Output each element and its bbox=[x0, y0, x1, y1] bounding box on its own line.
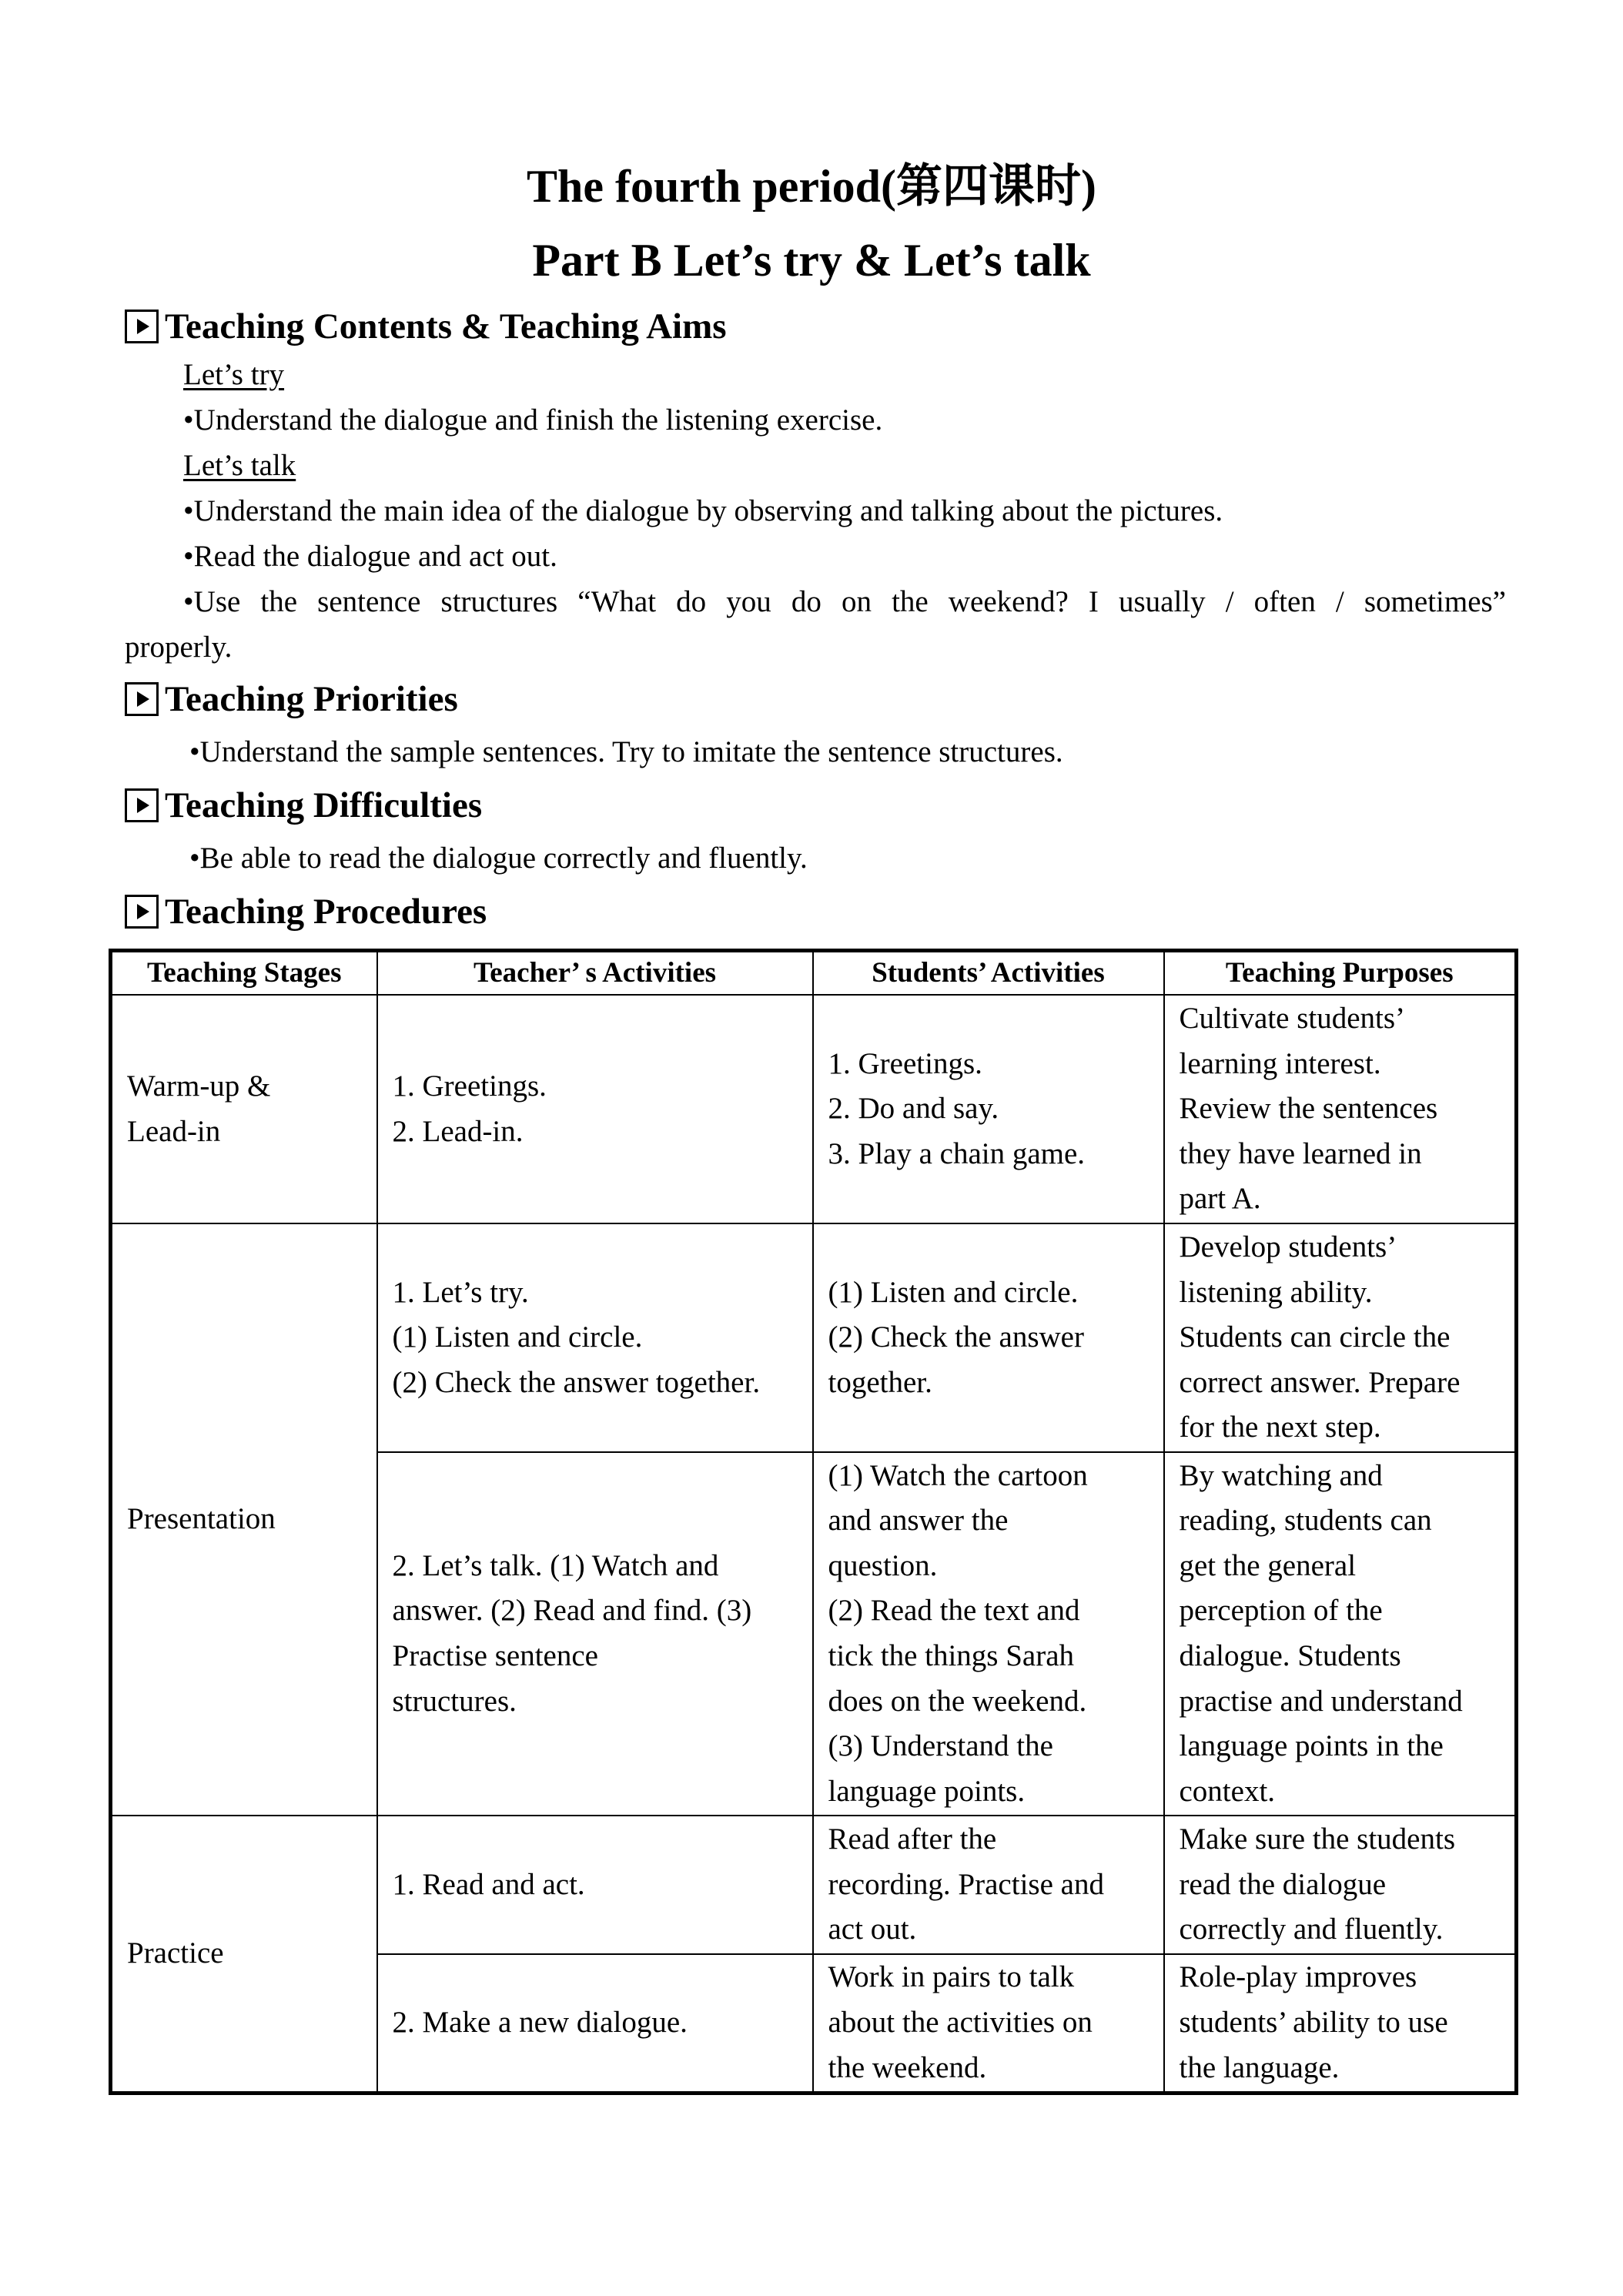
purposes-cell bbox=[1164, 1223, 1517, 1452]
cell-text: By watching and reading, students can get the general perception of the dialogue. Students practise and understand language points in the context. bbox=[1179, 1458, 1463, 1808]
cell-text: Presentation bbox=[127, 1502, 276, 1536]
teacher-cell bbox=[377, 1954, 813, 2093]
students-cell bbox=[813, 995, 1164, 1223]
teacher-cell bbox=[377, 1816, 813, 1954]
purposes-cell bbox=[1164, 995, 1517, 1223]
teacher-cell bbox=[377, 1452, 813, 1816]
students-cell bbox=[813, 1816, 1164, 1954]
section-heading-label: Teaching Priorities bbox=[165, 679, 458, 719]
section-heading-label: Teaching Contents & Teaching Aims bbox=[165, 306, 727, 346]
cell-text: Role-play improves students’ ability to use the language. bbox=[1179, 1960, 1448, 2084]
section-heading-contents-aims bbox=[125, 303, 727, 350]
table-row bbox=[111, 1223, 1517, 1452]
purposes-cell bbox=[1164, 1452, 1517, 1816]
aim-item: •Use the sentence structures “What do you do on the weekend? I usually / often / sometimes” bbox=[183, 585, 1506, 618]
play-icon bbox=[125, 310, 159, 343]
table-header-row bbox=[111, 951, 1517, 996]
students-cell bbox=[813, 1452, 1164, 1816]
cell-text: Work in pairs to talk about the activities on the weekend. bbox=[828, 1960, 1093, 2084]
teacher-cell bbox=[377, 1223, 813, 1452]
page-subtitle: Part B Let’s try & Let’s talk bbox=[532, 235, 1091, 286]
aim-item: •Read the dialogue and act out. bbox=[183, 540, 557, 573]
cell-text: Develop students’ listening ability. Students can circle the correct answer. Prepare for the next step. bbox=[1179, 1230, 1461, 1444]
purposes-cell bbox=[1164, 1954, 1517, 2093]
cell-text: (1) Watch the cartoon and answer the question. (2) Read the text and tick the things Sarah does on the weekend. (3) Understand the language points. bbox=[828, 1458, 1088, 1808]
section-heading-label: Teaching Procedures bbox=[165, 892, 487, 932]
teacher-cell bbox=[377, 995, 813, 1223]
section-heading-priorities bbox=[125, 676, 458, 722]
cell-text: Cultivate students’ learning interest. Review the sentences they have learned in part A. bbox=[1179, 1002, 1438, 1216]
stage-cell bbox=[111, 1223, 377, 1816]
play-icon bbox=[125, 895, 159, 929]
cell-text: 2. Make a new dialogue. bbox=[392, 2005, 688, 2039]
table-row bbox=[111, 995, 1517, 1223]
table-row bbox=[111, 1816, 1517, 1954]
priority-item: •Understand the sample sentences. Try to imitate the sentence structures. bbox=[189, 735, 1063, 768]
cell-text: 1. Read and act. bbox=[392, 1867, 585, 1901]
cell-text: Make sure the students read the dialogue correctly and fluently. bbox=[1179, 1822, 1456, 1946]
purposes-cell bbox=[1164, 1816, 1517, 1954]
cell-text: 1. Let’s try. (1) Listen and circle. (2) Check the answer together. bbox=[392, 1275, 761, 1399]
section-heading-difficulties bbox=[125, 782, 482, 828]
play-icon bbox=[125, 788, 159, 822]
students-cell bbox=[813, 1223, 1164, 1452]
aim-item-continuation: properly. bbox=[125, 631, 233, 664]
cell-text: Practice bbox=[127, 1936, 224, 1970]
lets-try-label: Let’s try bbox=[183, 358, 285, 391]
procedures-table bbox=[109, 949, 1518, 2095]
column-header: Students’ Activities bbox=[813, 951, 1164, 996]
column-header: Teacher’ s Activities bbox=[377, 951, 813, 996]
cell-text: 1. Greetings. 2. Do and say. 3. Play a chain game. bbox=[828, 1046, 1086, 1170]
section-heading-label: Teaching Difficulties bbox=[165, 785, 483, 825]
page-title: The fourth period(第四课时) bbox=[527, 161, 1096, 212]
column-header: Teaching Stages bbox=[111, 951, 377, 996]
cell-text: Read after the recording. Practise and act out. bbox=[828, 1822, 1104, 1946]
stage-cell bbox=[111, 1816, 377, 2093]
section-heading-procedures bbox=[125, 889, 487, 935]
cell-text: 2. Let’s talk. (1) Watch and answer. (2) Read and find. (3) Practise sentence structures. bbox=[392, 1548, 752, 1718]
column-header: Teaching Purposes bbox=[1164, 951, 1517, 996]
cell-text: Warm-up & Lead-in bbox=[127, 1069, 271, 1148]
students-cell bbox=[813, 1954, 1164, 2093]
aim-item: •Understand the main idea of the dialogue by observing and talking about the pictures. bbox=[183, 494, 1223, 527]
lets-talk-label: Let’s talk bbox=[183, 449, 296, 482]
cell-text: (1) Listen and circle. (2) Check the answer together. bbox=[828, 1275, 1084, 1399]
difficulty-item: •Be able to read the dialogue correctly and fluently. bbox=[189, 842, 808, 875]
play-icon bbox=[125, 682, 159, 716]
stage-cell bbox=[111, 995, 377, 1223]
cell-text: 1. Greetings. 2. Lead-in. bbox=[392, 1069, 547, 1148]
aim-item: •Understand the dialogue and finish the listening exercise. bbox=[183, 403, 883, 437]
